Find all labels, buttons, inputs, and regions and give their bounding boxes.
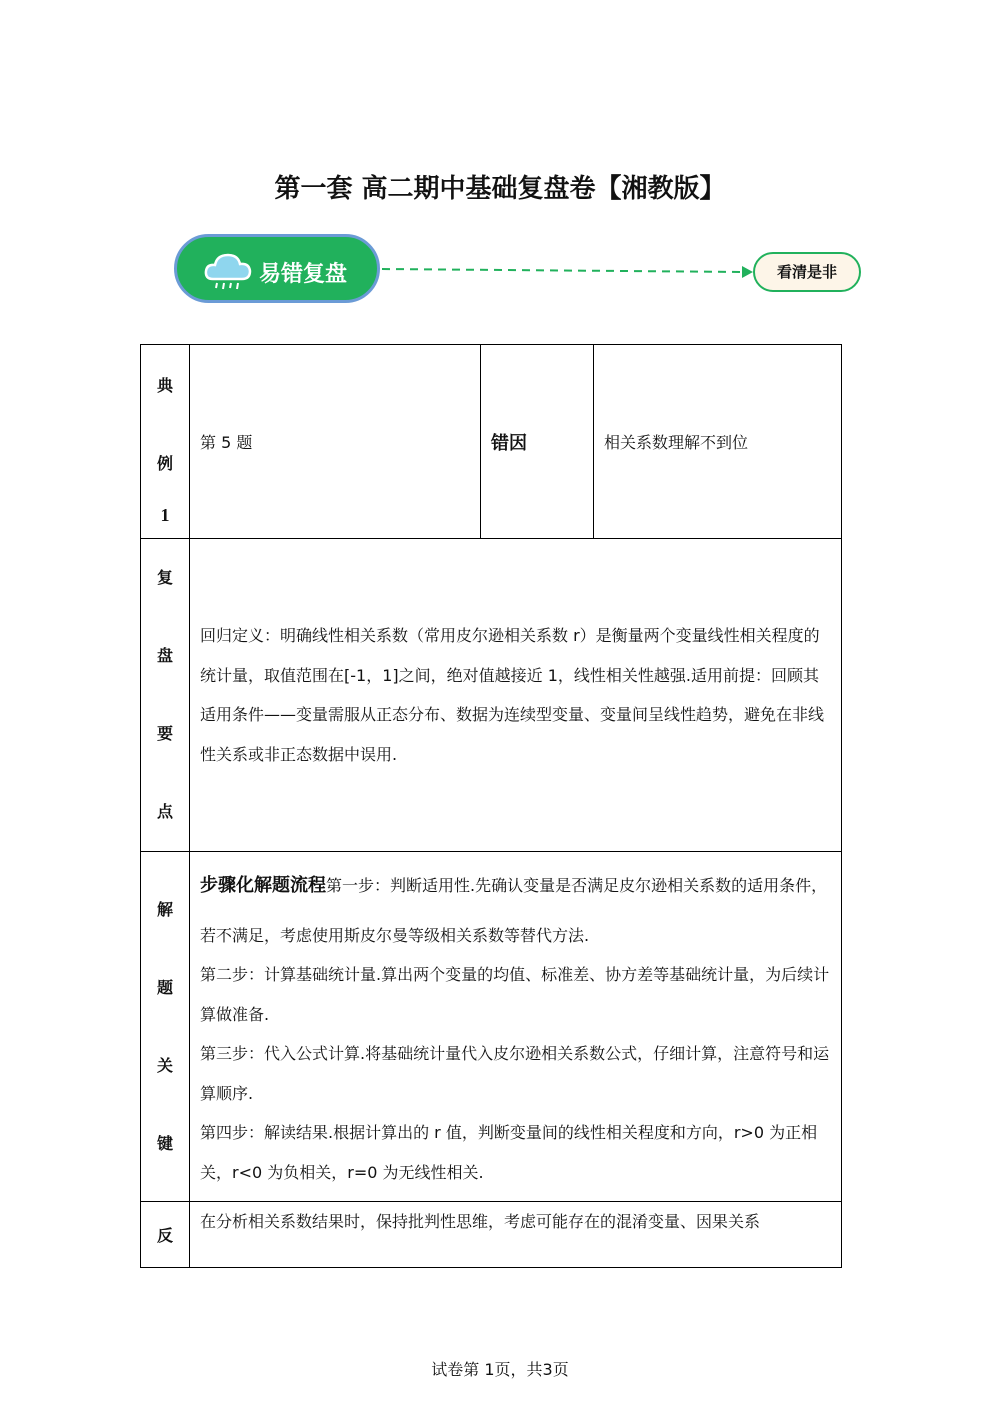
header-char: 典	[156, 375, 173, 395]
solve-step-3: 第三步：代入公式计算.将基础统计量代入皮尔逊相关系数公式，仔细计算，注意符号和运算顺序.	[200, 1044, 830, 1103]
review-table	[140, 344, 842, 1268]
reason-label: 错因	[491, 432, 527, 454]
solve-header	[141, 852, 190, 1202]
section-banner	[174, 234, 380, 303]
solve-text	[190, 861, 841, 1192]
page-title: 第一套 高二期中基础复盘卷【湘教版】	[274, 174, 726, 204]
table-row	[141, 1202, 842, 1268]
reflect-content-cell	[190, 1202, 842, 1268]
review-content-cell	[190, 539, 842, 852]
header-char: 盘	[156, 646, 173, 665]
reflect-header: 反	[141, 1202, 190, 1268]
header-char: 例	[156, 453, 173, 473]
solve-content-cell	[190, 852, 842, 1202]
solve-step-2: 第二步：计算基础统计量.算出两个变量的均值、标准差、协方差等基础统计量，为后续计算做准备.	[200, 965, 830, 1024]
solve-lead: 步骤化解题流程	[200, 875, 326, 896]
reason-value-cell	[594, 345, 842, 539]
page-footer: 试卷第 1页，共3页	[431, 1360, 569, 1379]
solve-step-1-text: 第一步：判断适用性.先确认变量是否满足皮尔逊相关系数的适用条件，若不满足，考虑使用斯皮尔曼等级相关系数等替代方法.	[200, 876, 828, 945]
header-char: 解	[156, 899, 173, 919]
table-row	[141, 852, 842, 1202]
solve-step-1	[200, 861, 831, 961]
review-text: 回归定义：明确线性相关系数（常用皮尔逊相关系数 r）是衡量两个变量线性相关程度的统计量，取值范围在[-1，1]之间，绝对值越接近 1，线性相关性越强.适用前提：回顾其适用条件——变量需服从正态分布、数据为连续型变量、变量间呈线性趋势，避免在非线性关系或非正态数据中误用.	[200, 626, 825, 764]
banner-label: 易错复盘	[259, 262, 348, 287]
header-char: 键	[156, 1133, 173, 1153]
header-char: 要	[156, 724, 173, 743]
dashed-arrow-connector	[380, 262, 756, 282]
example-question: 第 5 题	[200, 433, 253, 452]
table-row	[141, 539, 842, 852]
reflect-text: 在分析相关系数结果时，保持批判性思维，考虑可能存在的混淆变量、因果关系	[200, 1212, 761, 1231]
example-question-cell	[190, 345, 481, 539]
cloud-rain-icon	[203, 249, 253, 295]
tag-badge: 看清是非	[753, 252, 861, 292]
reason-value: 相关系数理解不到位	[604, 433, 749, 452]
header-char: 复	[156, 568, 173, 587]
header-char: 1	[160, 504, 170, 525]
review-header	[141, 539, 190, 852]
solve-step-4: 第四步：解读结果.根据计算出的 r 值，判断变量间的线性相关程度和方向，r>0 为正相关，r<0 为负相关，r=0 为无线性相关.	[200, 1123, 818, 1182]
header-char: 点	[156, 802, 173, 821]
table-row	[141, 345, 842, 539]
header-char: 关	[156, 1055, 173, 1075]
header-char: 题	[156, 977, 173, 997]
reason-label-cell	[481, 345, 594, 539]
example-header	[141, 345, 190, 539]
